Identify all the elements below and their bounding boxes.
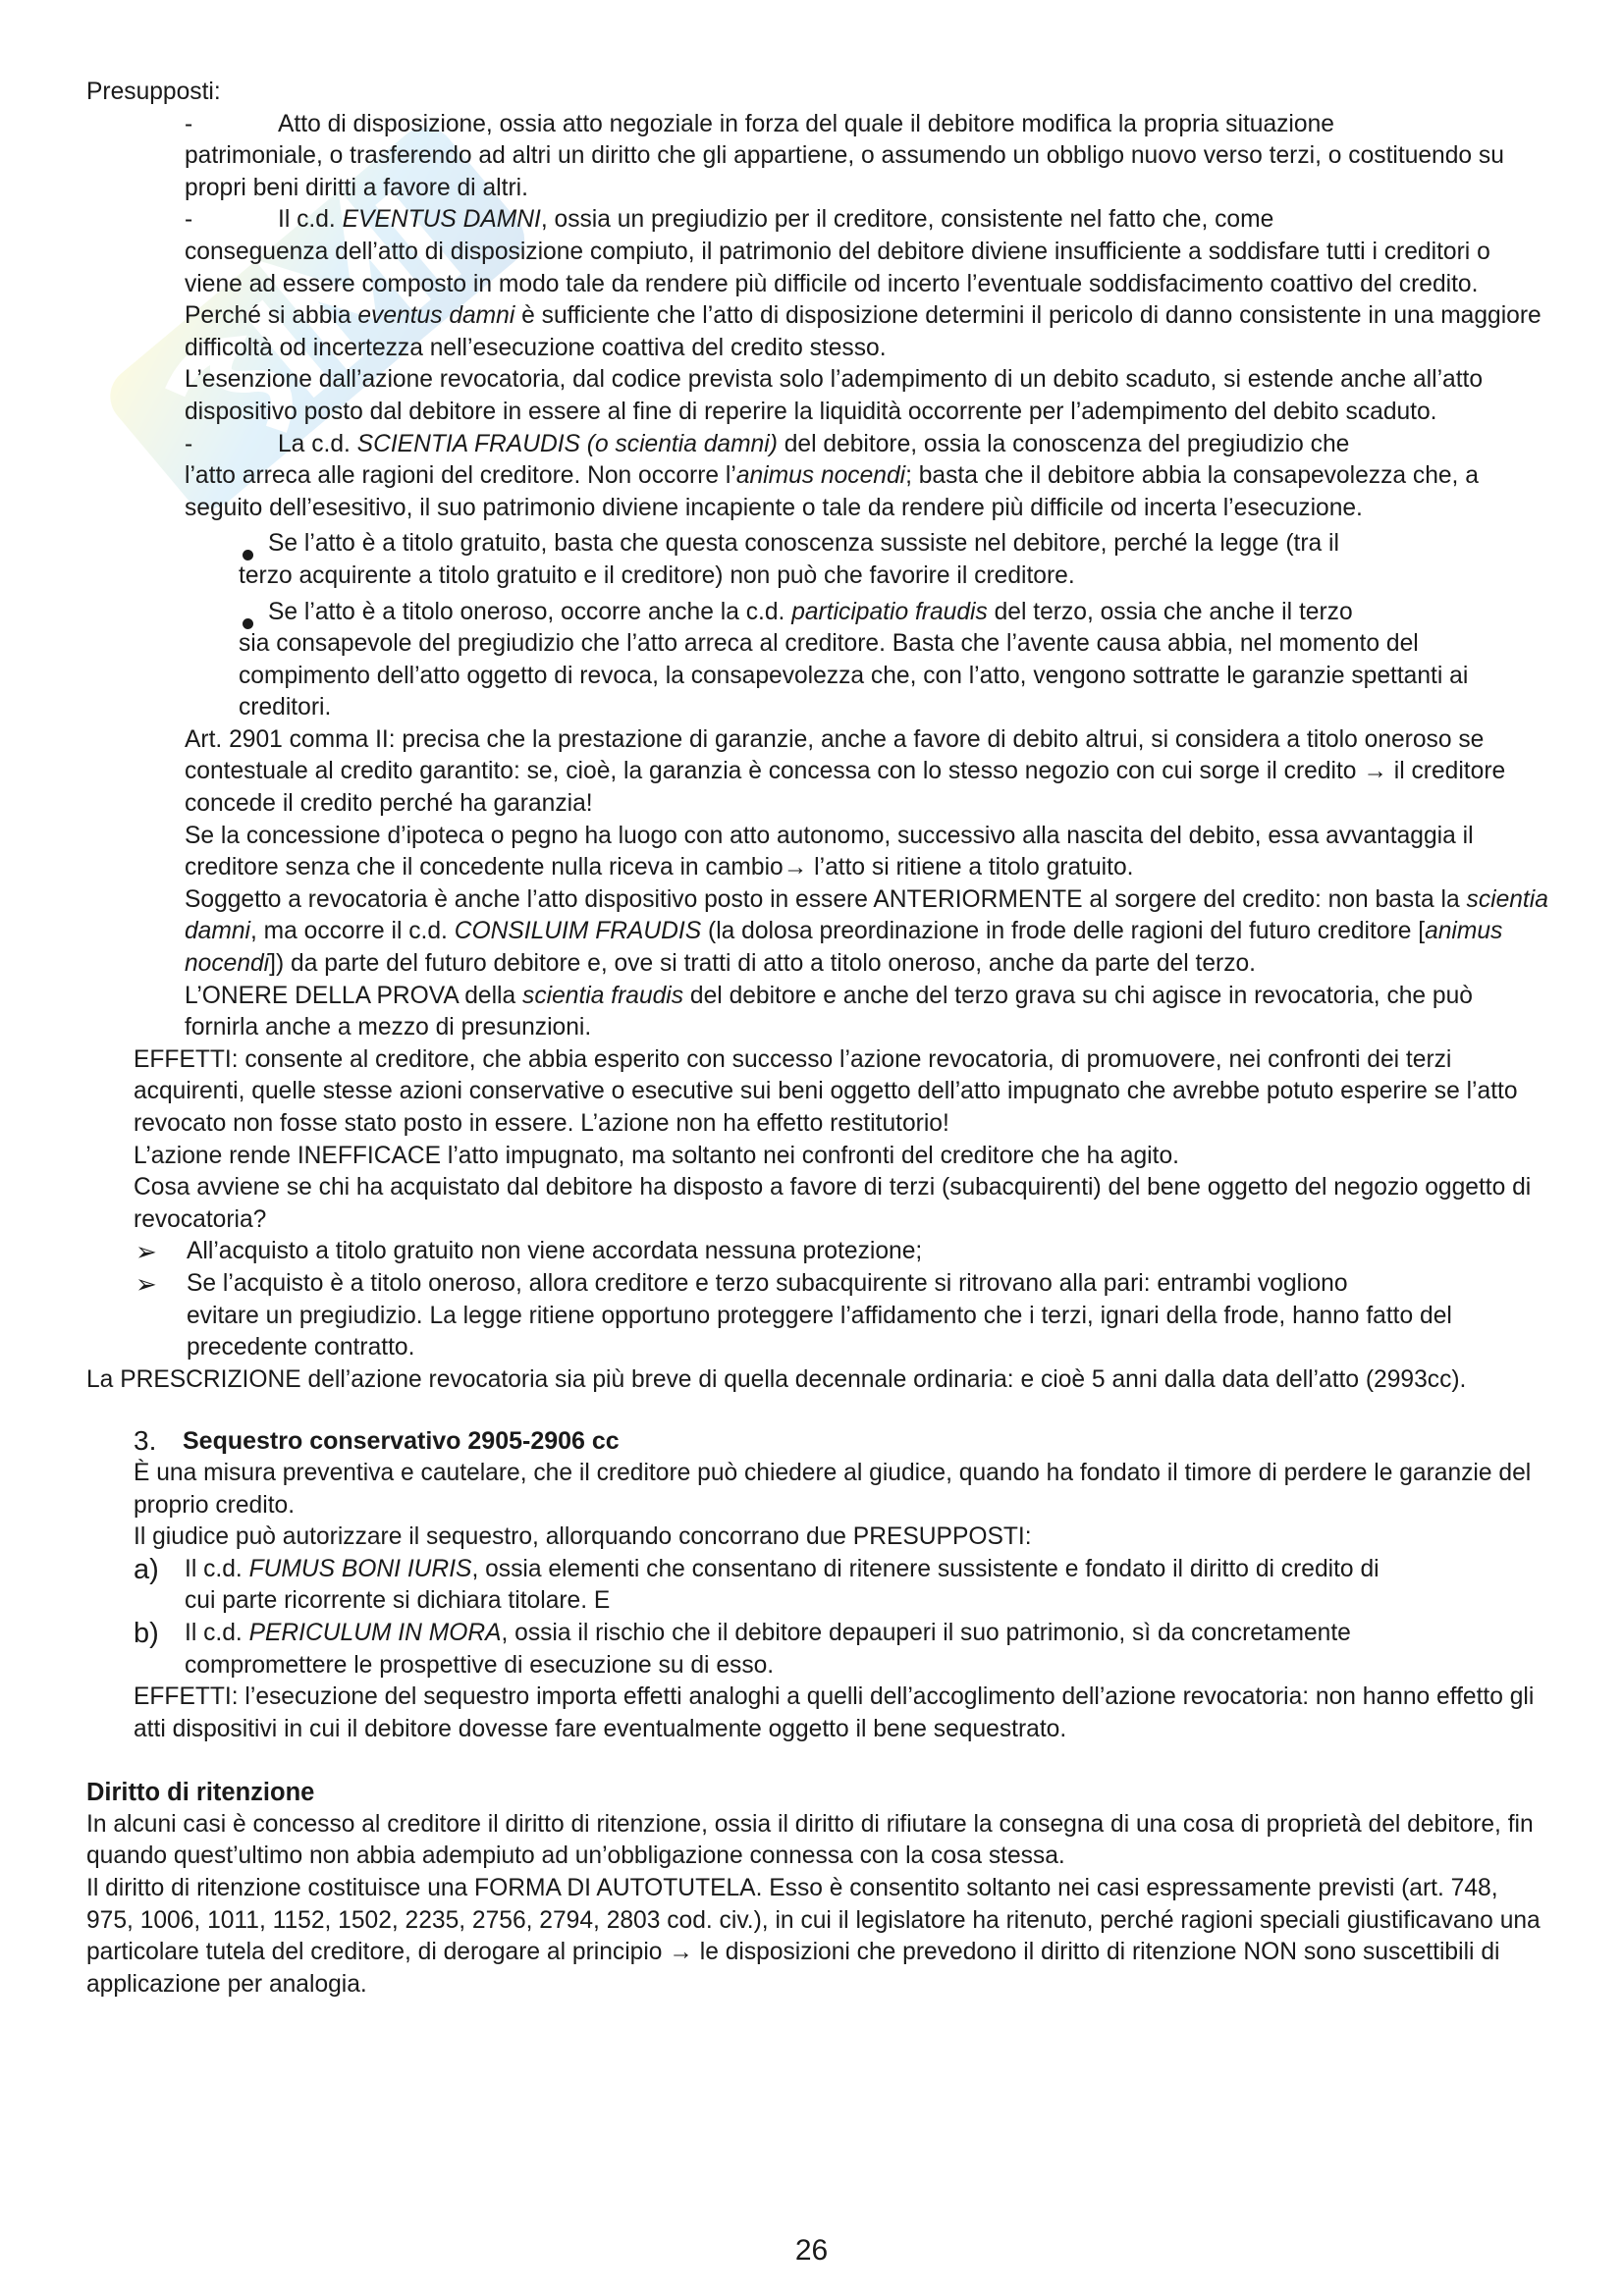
bullet1-continuation: terzo acquirente a titolo gratuito e il creditore) non può che favorire il creditore. bbox=[239, 561, 1075, 589]
sequestro-effetti: EFFETTI: l’esecuzione del sequestro importa effetti analoghi a quelli dell’accoglimento dell’azione revocatoria: non hanno effetto gli atti dispositivi in cui il debitore dovesse fare eventualmente oggetto il bene sequestrato. bbox=[134, 1683, 1535, 1742]
arrow-item bbox=[86, 1236, 1549, 1268]
arrow1-text: All’acquisto a titolo gratuito non viene accordata nessuna protezione; bbox=[187, 1238, 923, 1265]
page-number: 26 bbox=[794, 2234, 829, 2267]
section-3-heading bbox=[86, 1425, 1549, 1458]
onere-paragraph: L’ONERE DELLA PROVA della scientia fraudis del debitore e anche del terzo grava su chi agisce in revocatoria, che può fornirla anche a mezzo di presunzioni. bbox=[185, 982, 1473, 1041]
item1-continuation: patrimoniale, o trasferendo ad altri un diritto che gli appartiene, o assumendo un obbligo nuovo verso terzi, o costituendo su propri beni diritti a favore di altri. bbox=[185, 142, 1504, 201]
item2-continuation: conseguenza dell’atto di disposizione compiuto, il patrimonio del debitore diviene insufficiente a soddisfare tutti i creditori o viene ad essere composto in modo tale da rendere più difficile od incerto l’eventuale soddisfacimento coattivo del credito. Perché si abbia eventus damni è sufficiente che l’atto di disposizione determini il pericolo di danno consistente in una maggiore difficoltà od incertezza nell’esecuzione coattiva del credito stesso. bbox=[185, 238, 1542, 361]
ipoteca-paragraph: Se la concessione d’ipoteca o pegno ha luogo con atto autonomo, successivo alla nascita del debito, essa avvantaggia il creditore senza che il concedente nulla riceva in cambio→ l’atto si ritiene a titolo gratuito. bbox=[185, 822, 1474, 881]
list-item bbox=[86, 204, 1549, 237]
list-item bbox=[86, 109, 1549, 141]
list-item-a bbox=[86, 1554, 1549, 1586]
anteriormente-paragraph: Soggetto a revocatoria è anche l’atto dispositivo posto in essere ANTERIORMENTE al sorgere del credito: non basta la scientia damni, ma occorre il c.d. CONSILUIM FRAUDIS (la dolosa preordinazione in frode delle ragioni del futuro creditore [animus nocendi]) da parte del futuro debitore e, ove si tratti di atto a titolo oneroso, anche da parte del terzo. bbox=[185, 885, 1548, 978]
prescrizione-paragraph: La PRESCRIZIONE dell’azione revocatoria sia più breve di quella decennale ordinaria: e cioè 5 anni dalla data dell’atto (2993cc). bbox=[86, 1365, 1467, 1393]
art2901-paragraph: Art. 2901 comma II: precisa che la prestazione di garanzie, anche a favore di debito altrui, si considera a titolo oneroso se contestuale al credito garantito: se, cioè, la garanzia è concessa con lo stesso negozio con cui sorge il credito → il creditore concede il credito perché ha garanzia! bbox=[185, 725, 1506, 818]
item-b-line: Il c.d. PERICULUM IN MORA, ossia il rischio che il debitore depauperi il suo patrimonio, sì da concretamente bbox=[185, 1619, 1351, 1646]
arrow2-line: Se l’acquisto è a titolo oneroso, allora creditore e terzo subacquirente si ritrovano alla pari: entrambi vogliono bbox=[187, 1269, 1348, 1297]
cosa-avviene-paragraph: Cosa avviene se chi ha acquistato dal debitore ha disposto a favore di terzi (subacquirenti) del bene oggetto del negozio oggetto di revocatoria? bbox=[134, 1174, 1532, 1233]
arrow-bullet-icon: ➢ bbox=[135, 1268, 157, 1299]
item1-line: Atto di disposizione, ossia atto negoziale in forza del quale il debitore modifica la propria situazione bbox=[278, 110, 1334, 137]
document-body bbox=[86, 77, 1549, 2001]
presupposti-label: Presupposti: bbox=[86, 79, 221, 105]
bullet-item bbox=[86, 528, 1549, 561]
bullet2-line: Se l’atto è a titolo oneroso, occorre anche la c.d. participatio fraudis del terzo, ossia che anche il terzo bbox=[268, 598, 1353, 625]
section-title: Sequestro conservativo 2905-2906 cc bbox=[183, 1427, 620, 1456]
bullet2-continuation: sia consapevole del pregiudizio che l’atto arreca al creditore. Basta che l’avente causa abbia, nel momento del compimento dell’atto oggetto di revoca, la consapevolezza che, con l’atto, vengono sottratte le garanzie spettanti ai creditori. bbox=[239, 630, 1469, 721]
bullet-item bbox=[86, 597, 1549, 629]
ritenzione-heading: Diritto di ritenzione bbox=[86, 1779, 315, 1807]
item2-line: Il c.d. EVENTUS DAMNI, ossia un pregiudizio per il creditore, consistente nel fatto che, come bbox=[278, 206, 1274, 234]
esenzione-paragraph: L’esenzione dall’azione revocatoria, dal codice prevista solo l’adempimento di un debito scaduto, si estende anche all’atto dispositivo posto dal debitore in essere al fine di reperire la liquidità occorrente per l’adempimento del debito scaduto. bbox=[185, 366, 1484, 425]
sequestro-intro: È una misura preventiva e cautelare, che il creditore può chiedere al giudice, quando ha fondato il timore di perdere le garanzie del proprio credito. bbox=[134, 1459, 1532, 1519]
ritenzione-paragraph-1: In alcuni casi è concesso al creditore il diritto di ritenzione, ossia il diritto di rifiutare la consegna di una cosa di proprietà del debitore, fin quando quest’ultimo non abbia adempiuto ad un’obbligazione connessa con la cosa stessa. bbox=[86, 1810, 1534, 1870]
bullet-icon bbox=[239, 538, 268, 570]
dash-marker: - bbox=[185, 206, 193, 234]
list-label: b) bbox=[134, 1617, 159, 1649]
list-item bbox=[86, 429, 1549, 461]
dash-marker: - bbox=[185, 110, 193, 137]
list-label: a) bbox=[134, 1553, 159, 1585]
bullet1-line: Se l’atto è a titolo gratuito, basta che questa conoscenza sussiste nel debitore, perché la legge (tra il bbox=[268, 530, 1339, 558]
item-a-continuation: cui parte ricorrente si dichiara titolare. E bbox=[185, 1587, 611, 1615]
arrow2-continuation: evitare un pregiudizio. La legge ritiene opportuno proteggere l’affidamento che i terzi, ignari della frode, hanno fatto del precedente contratto. bbox=[187, 1302, 1452, 1362]
giudice-paragraph: Il giudice può autorizzare il sequestro, allorquando concorrano due PRESUPPOSTI: bbox=[134, 1523, 1032, 1551]
arrow-bullet-icon: ➢ bbox=[135, 1237, 157, 1267]
item-a-line: Il c.d. FUMUS BONI IURIS, ossia elementi che consentano di ritenere sussistente e fondato il diritto di credito di bbox=[185, 1555, 1380, 1582]
list-item-b bbox=[86, 1618, 1549, 1650]
item3-line: La c.d. SCIENTIA FRAUDIS (o scientia damni) del debitore, ossia la conoscenza del pregiudizio che bbox=[278, 430, 1350, 457]
section-number: 3. bbox=[134, 1425, 157, 1457]
ritenzione-paragraph-2: Il diritto di ritenzione costituisce una FORMA DI AUTOTUTELA. Esso è consentito soltanto nei casi espressamente previsti (art. 748, 975, 1006, 1011, 1152, 1502, 2235, 2756, 2794, 2803 cod. civ.), in cui il legislatore ha ritenuto, perché ragioni speciali giustificavano una particolare tutela del creditore, di derogare al principio → le disposizioni che prevedono il diritto di ritenzione NON sono suscettibili di applicazione per analogia. bbox=[86, 1875, 1541, 1998]
bullet-icon bbox=[239, 607, 268, 639]
item-b-continuation: compromettere le prospettive di esecuzione su di esso. bbox=[185, 1651, 775, 1679]
arrow-item bbox=[86, 1268, 1549, 1301]
inefficace-paragraph: L’azione rende INEFFICACE l’atto impugnato, ma soltanto nei confronti del creditore che ha agito. bbox=[134, 1142, 1179, 1169]
dash-marker: - bbox=[185, 430, 193, 457]
effetti-paragraph: EFFETTI: consente al creditore, che abbia esperito con successo l’azione revocatoria, di promuovere, nei confronti dei terzi acquirenti, quelle stesse azioni conservative o esecutive sui beni oggetto dell’atto impugnato che avrebbe potuto esperire se l’atto revocato non fosse stato posto in essere. L’azione non ha effetto restitutorio! bbox=[134, 1045, 1518, 1137]
item3-continuation: l’atto arreca alle ragioni del creditore. Non occorre l’animus nocendi; basta che il debitore abbia la consapevolezza che, a seguito dell’esesitivo, il suo patrimonio diviene incapiente o tale da rendere più difficile od incerta l’esecuzione. bbox=[185, 462, 1479, 521]
